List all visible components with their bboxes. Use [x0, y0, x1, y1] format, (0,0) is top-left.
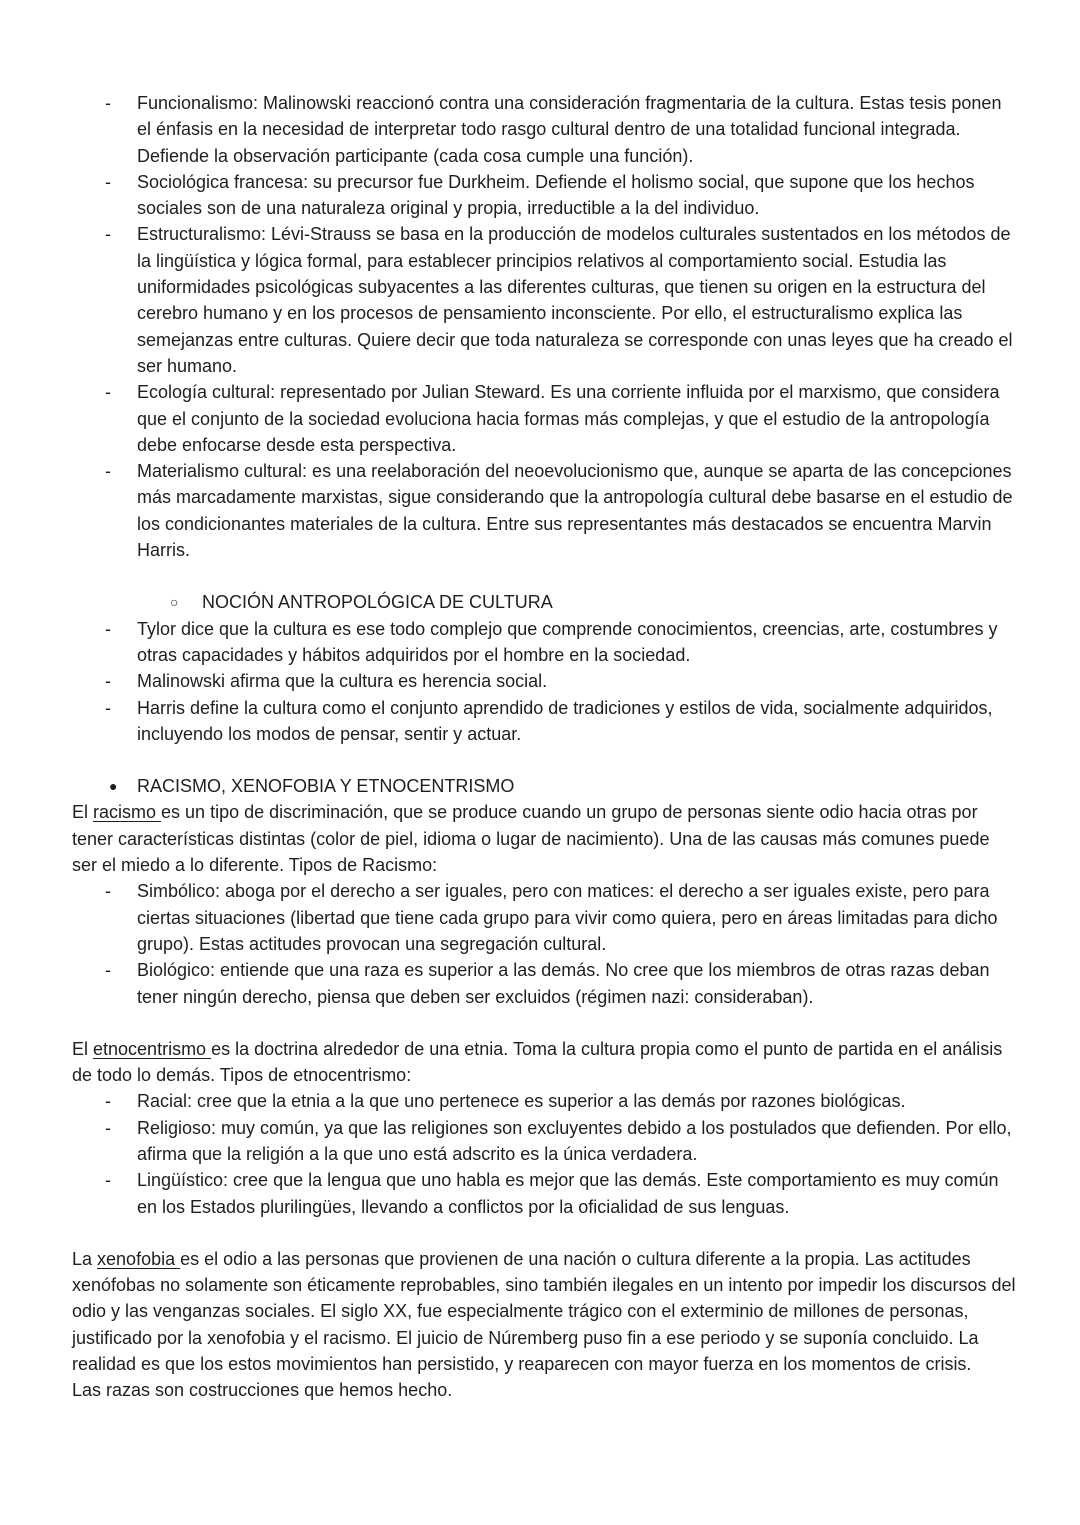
nocion-heading: ○ NOCIÓN ANTROPOLÓGICA DE CULTURA [72, 589, 1017, 615]
filled-bullet-icon: ● [109, 778, 118, 795]
spacer [72, 1220, 1017, 1246]
dash-marker: - [105, 171, 111, 192]
list-item: - Ecología cultural: representado por Julian Steward. Es una corriente influida por el marxismo, que considera que el conjunto de la sociedad evoluciona hacia formas más complejas, y que el estudio de la antropología debe enfocarse desde esta perspectiva. [72, 379, 1017, 458]
list-item: - Harris define la cultura como el conjunto aprendido de tradiciones y estilos de vida, socialmente adquiridos, incluyendo los modos de pensar, sentir y actuar. [72, 695, 1017, 748]
list-item: - Simbólico: aboga por el derecho a ser iguales, pero con matices: el derecho a ser iguales existe, pero para ciertas situaciones (libertad que tiene cada grupo para vivir como quiera, pero en áreas limitadas para dicho grupo). Estas actitudes provocan una segregación cultural. [72, 878, 1017, 957]
corrientes-list [72, 90, 1017, 563]
list-item: - Estructuralismo: Lévi-Strauss se basa en la producción de modelos culturales sustentados en los métodos de la lingüística y lógica formal, para establecer principios relativos al comportamiento social. Estudia las uniformidades psicológicas subyacentes a las diferentes culturas, que tienen su origen en la estructura del cerebro humano y en los procesos de pensamiento inconsciente. Por ello, el estructuralismo explica las semejanzas entre culturas. Quiere decir que toda naturaleza se corresponde con unas leyes que ha creado el ser humano. [72, 221, 1017, 379]
etnocentrismo-list [72, 1088, 1017, 1219]
closing-line: Las razas son costrucciones que hemos hecho. [72, 1380, 453, 1401]
dash-marker: - [105, 382, 111, 403]
dash-marker: - [105, 461, 111, 482]
spacer [72, 1010, 1017, 1036]
etnocentrismo-paragraph: El etnocentrismo es la doctrina alrededor de una etnia. Toma la cultura propia como el punto de partida en el análisis de todo lo demás. Tipos de etnocentrismo: [72, 1038, 1003, 1086]
dash-marker: - [105, 671, 111, 692]
xenofobia-paragraph: La xenofobia es el odio a las personas que provienen de una nación o cultura diferente a la propia. Las actitudes xenófobas no solamente son éticamente reprobables, sino también ilegales en un intento por impedir los discursos del odio y las venganzas sociales. El siglo XX, fue especialmente trágico con el exterminio de millones de personas, justificado por la xenofobia y el racismo. El juicio de Núremberg puso fin a ese periodo y se suponía concluido. La realidad es que los estos movimientos han persistido, y reaparecen con mayor fuerza en los momentos de crisis. [72, 1248, 1016, 1375]
dash-marker: - [105, 93, 111, 113]
dash-marker: - [105, 1091, 111, 1112]
dash-marker: - [105, 960, 111, 981]
dash-marker: - [105, 881, 111, 902]
circle-bullet-icon: ○ [170, 594, 179, 611]
racismo-paragraph: El racismo es un tipo de discriminación, que se produce cuando un grupo de personas siente odio hacia otras por tener características distintas (color de piel, idioma o lugar de nacimiento). Una de las causas más comunes puede ser el miedo a lo diferente. Tipos de Racismo: [72, 802, 990, 876]
list-item: - Malinowski afirma que la cultura es herencia social. [72, 668, 1017, 694]
dash-marker: - [105, 618, 111, 639]
xenofobia-term: xenofobia [97, 1248, 181, 1269]
dash-marker: - [105, 1117, 111, 1138]
list-item: - Lingüístico: cree que la lengua que uno habla es mejor que las demás. Este comportamiento es muy común en los Estados plurilingües, llevando a conflictos por la oficialidad de sus lenguas. [72, 1167, 1017, 1220]
list-item: - Tylor dice que la cultura es ese todo complejo que comprende conocimientos, creencias, arte, costumbres y otras capacidades y hábitos adquiridos por el hombre en la sociedad. [72, 616, 1017, 669]
nocion-list [72, 616, 1017, 747]
racismo-heading: ● RACISMO, XENOFOBIA Y ETNOCENTRISMO [72, 773, 1017, 799]
dash-marker: - [105, 1170, 111, 1191]
dash-marker: - [105, 697, 111, 718]
list-item: - Biológico: entiende que una raza es superior a las demás. No cree que los miembros de otras razas deban tener ningún derecho, piensa que deben ser excluidos (régimen nazi: consideraban). [72, 957, 1017, 1010]
racismo-list [72, 878, 1017, 1009]
list-item: - Religioso: muy común, ya que las religiones son excluyentes debido a los postulados que defienden. Por ello, afirma que la religión a la que uno está adscrito es la única verdadera. [72, 1115, 1017, 1168]
dash-marker: - [105, 224, 111, 245]
etnocentrismo-term: etnocentrismo [93, 1038, 212, 1059]
list-item: - Sociológica francesa: su precursor fue Durkheim. Defiende el holismo social, que supone que los hechos sociales son de una naturaleza original y propia, irreductible a la del individuo. [72, 169, 1017, 222]
list-item: - Racial: cree que la etnia a la que uno pertenece es superior a las demás por razones biológicas. [72, 1088, 1017, 1114]
list-item: - Funcionalismo: Malinowski reaccionó contra una consideración fragmentaria de la cultura. Estas tesis ponen el énfasis en la necesidad de interpretar todo rasgo cultural dentro de una totalidad funcional integrada. Defiende la observación participante (cada cosa cumple una función). [72, 90, 1017, 169]
list-item: - Materialismo cultural: es una reelaboración del neoevolucionismo que, aunque se aparta de las concepciones más marcadamente marxistas, sigue considerando que la antropología cultural debe basarse en el estudio de los condicionantes materiales de la cultura. Entre sus representantes más destacados se encuentra Marvin Harris. [72, 458, 1017, 563]
racismo-term: racismo [93, 802, 162, 823]
document-page [72, 90, 1017, 1404]
